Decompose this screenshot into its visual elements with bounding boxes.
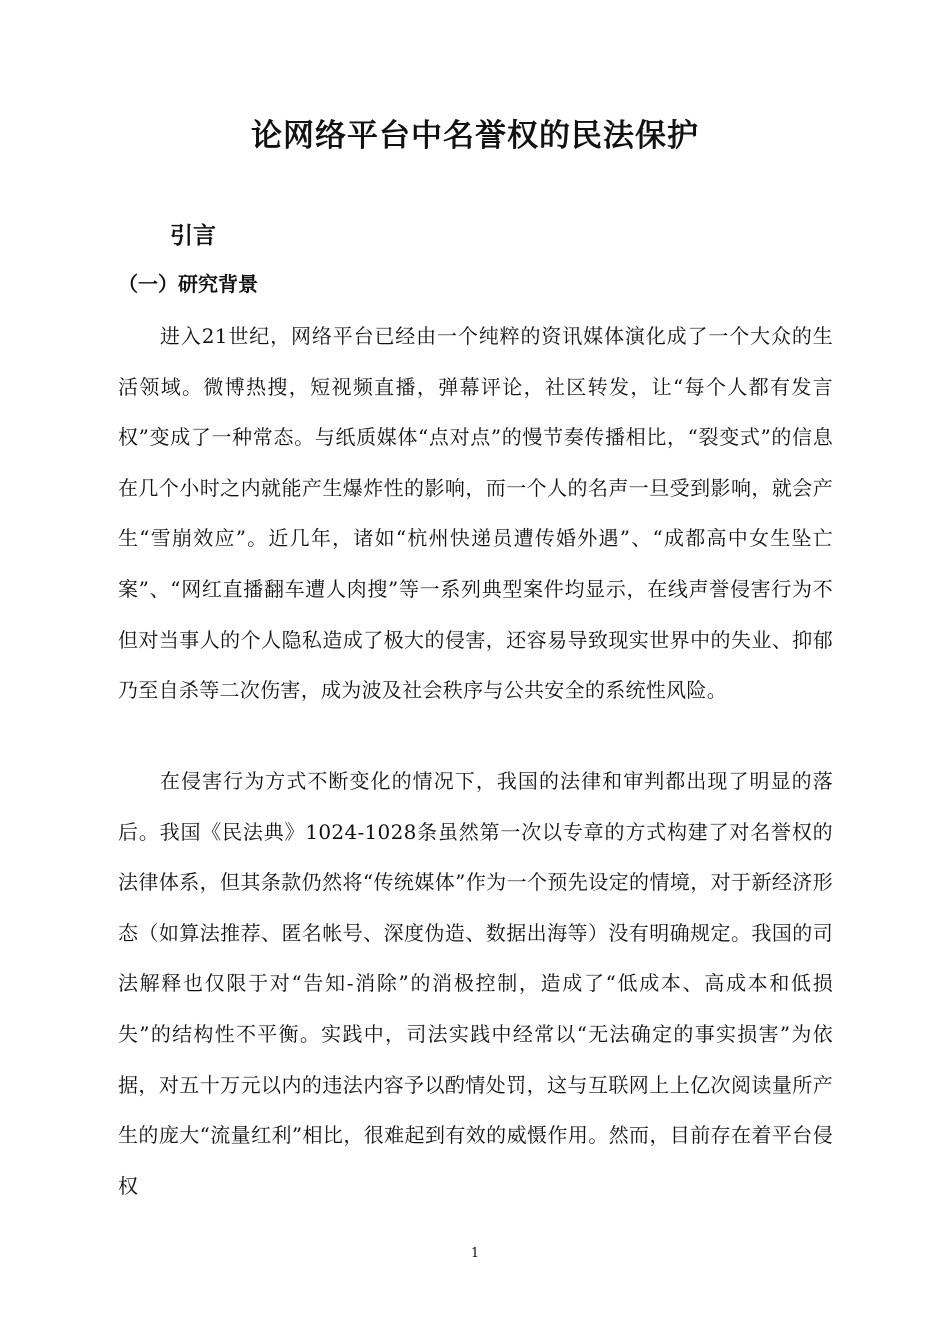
- body-paragraph: 进入21世纪，网络平台已经由一个纯粹的资讯媒体演化成了一个大众的生活领域。微博热搜，短视频直播，弹幕评论，社区转发，让“每个人都有发言权”变成了一种常态。与纸质媒体“点对点”的慢节奏传播相比，“裂变式”的信息在几个小时之内就能产生爆炸性的影响，而一个人的名声一旦受到影响，就会产生“雪崩效应”。近几年，诸如“杭州快递员遭传婚外遇”、“成都高中女生坠亡案”、“网红直播翻车遭人肉搜”等一系列典型案件均显示，在线声誉侵害行为不但对当事人的个人隐私造成了极大的侵害，还容易导致现实世界中的失业、抑郁乃至自杀等二次伤害，成为波及社会秩序与公共安全的系统性风险。: [118, 324, 833, 703]
- sub-heading-research-background: （一）研究背景: [118, 272, 258, 296]
- section-heading-introduction: 引言: [170, 223, 216, 249]
- body-paragraph: 在侵害行为方式不断变化的情况下，我国的法律和审判都出现了明显的落后。我国《民法典》1024-1028条虽然第一次以专章的方式构建了对名誉权的法律体系，但其条款仍然将“传统媒体”作为一个预先设定的情境，对于新经济形态（如算法推荐、匿名帐号、深度伪造、数据出海等）没有明确规定。我国的司法解释也仅限于对“告知-消除”的消极控制，造成了“低成本、高成本和低损失”的结构性不平衡。实践中，司法实践中经常以“无法确定的事实损害”为依据，对五十万元以内的违法内容予以酌情处罚，这与互联网上上亿次阅读量所产生的庞大“流量红利”相比，很难起到有效的威慑作用。然而，目前存在着平台侵权: [118, 769, 833, 1198]
- page-number: 1: [470, 1246, 480, 1261]
- document-title: 论网络平台中名誉权的民法保护: [251, 118, 699, 154]
